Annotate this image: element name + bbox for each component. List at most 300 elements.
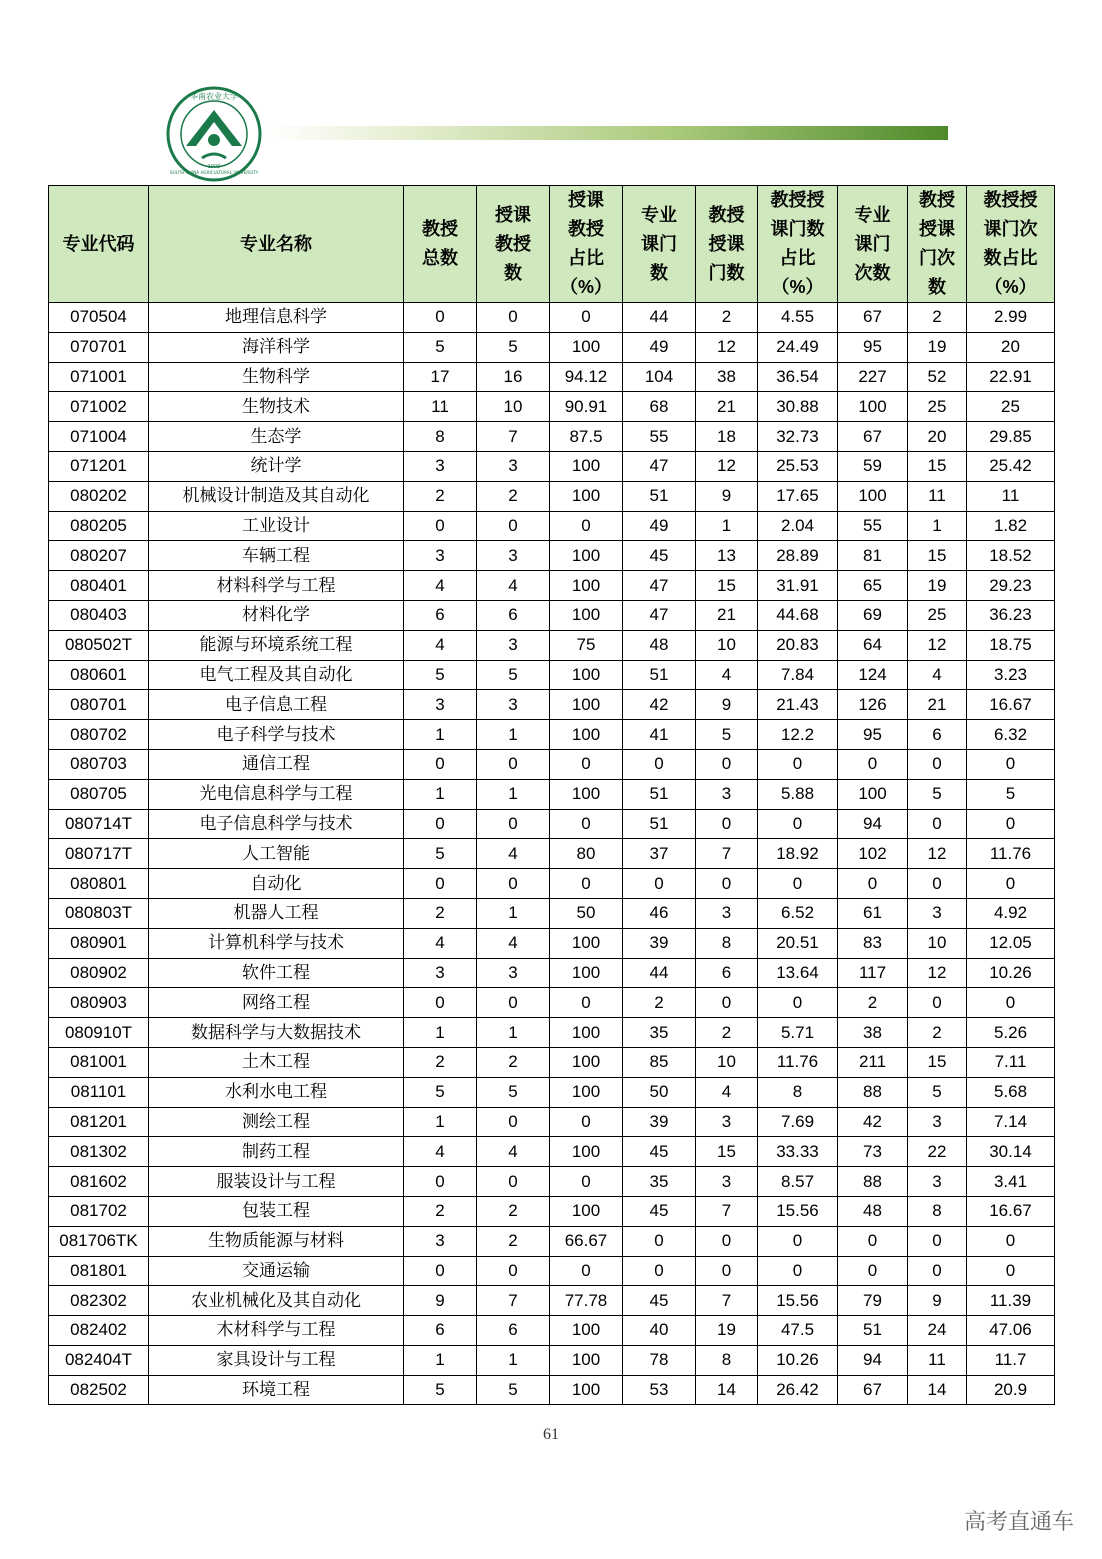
value-cell: 68	[623, 392, 696, 422]
value-cell: 0	[838, 1256, 908, 1286]
value-cell: 65	[838, 571, 908, 601]
value-cell: 9	[908, 1286, 967, 1316]
value-cell: 20.9	[967, 1375, 1055, 1405]
value-cell: 85	[623, 1047, 696, 1077]
value-cell: 5	[477, 1375, 550, 1405]
column-header-line: 授课	[708, 233, 745, 254]
major-name-cell: 自动化	[149, 869, 404, 899]
value-cell: 211	[838, 1047, 908, 1077]
value-cell: 64	[838, 630, 908, 660]
value-cell: 11	[908, 481, 967, 511]
column-header	[623, 186, 696, 303]
value-cell: 2	[696, 1018, 758, 1048]
major-code-cell: 080202	[49, 481, 149, 511]
value-cell: 44.68	[758, 600, 838, 630]
header-gradient-bar	[266, 126, 948, 140]
major-name-cell: 土木工程	[149, 1047, 404, 1077]
column-header-line: 次数	[854, 262, 891, 283]
major-code-cell: 080801	[49, 869, 149, 899]
value-cell: 0	[696, 749, 758, 779]
value-cell: 17	[404, 362, 477, 392]
value-cell: 0	[758, 988, 838, 1018]
value-cell: 8	[696, 928, 758, 958]
column-header-line: 教授	[708, 204, 745, 225]
value-cell: 100	[550, 332, 623, 362]
value-cell: 10	[908, 928, 967, 958]
value-cell: 11.7	[967, 1345, 1055, 1375]
major-code-cell: 082404T	[49, 1345, 149, 1375]
column-header-line: 门次	[919, 248, 955, 268]
table-row	[49, 1018, 1055, 1048]
value-cell: 5	[908, 1077, 967, 1107]
major-code-cell: 081101	[49, 1077, 149, 1107]
value-cell: 3	[404, 541, 477, 571]
value-cell: 0	[404, 749, 477, 779]
column-header-line: 授课	[919, 219, 955, 239]
value-cell: 0	[477, 1167, 550, 1197]
value-cell: 5	[477, 332, 550, 362]
table-row	[49, 1256, 1055, 1286]
value-cell: 4	[477, 1137, 550, 1167]
major-name-cell: 电子信息工程	[149, 690, 404, 720]
value-cell: 25.53	[758, 451, 838, 481]
value-cell: 3.23	[967, 660, 1055, 690]
major-code-cell: 080401	[49, 571, 149, 601]
value-cell: 44	[623, 303, 696, 333]
value-cell: 2	[908, 1018, 967, 1048]
value-cell: 20.51	[758, 928, 838, 958]
value-cell: 83	[838, 928, 908, 958]
value-cell: 5.26	[967, 1018, 1055, 1048]
value-cell: 1	[477, 779, 550, 809]
value-cell: 11.39	[967, 1286, 1055, 1316]
major-code-cell: 080717T	[49, 839, 149, 869]
value-cell: 8	[696, 1345, 758, 1375]
major-code-cell: 070701	[49, 332, 149, 362]
value-cell: 10	[477, 392, 550, 422]
major-name-cell: 生态学	[149, 422, 404, 452]
major-code-cell: 080714T	[49, 809, 149, 839]
column-header	[550, 186, 623, 303]
value-cell: 12	[908, 958, 967, 988]
value-cell: 4	[404, 928, 477, 958]
value-cell: 41	[623, 720, 696, 750]
major-code-cell: 080403	[49, 600, 149, 630]
table-row	[49, 1107, 1055, 1137]
value-cell: 102	[838, 839, 908, 869]
major-name-cell: 机器人工程	[149, 898, 404, 928]
column-header-line: （%）	[984, 277, 1037, 297]
value-cell: 48	[623, 630, 696, 660]
value-cell: 15	[696, 571, 758, 601]
value-cell: 15.56	[758, 1286, 838, 1316]
value-cell: 0	[623, 869, 696, 899]
value-cell: 0	[477, 303, 550, 333]
major-code-cell: 081201	[49, 1107, 149, 1137]
value-cell: 12.05	[967, 928, 1055, 958]
column-header-line: 占比	[779, 248, 816, 268]
value-cell: 3	[696, 1167, 758, 1197]
value-cell: 35	[623, 1167, 696, 1197]
major-code-cell: 080702	[49, 720, 149, 750]
major-code-cell: 080701	[49, 690, 149, 720]
value-cell: 3	[477, 690, 550, 720]
value-cell: 5	[404, 839, 477, 869]
value-cell: 25	[908, 600, 967, 630]
column-header-line: 教授	[495, 233, 531, 254]
table-row	[49, 1345, 1055, 1375]
value-cell: 4	[696, 660, 758, 690]
value-cell: 0	[758, 1256, 838, 1286]
value-cell: 3	[404, 690, 477, 720]
value-cell: 4.55	[758, 303, 838, 333]
value-cell: 40	[623, 1316, 696, 1346]
column-header-line: 专业	[641, 204, 677, 225]
value-cell: 0	[404, 303, 477, 333]
value-cell: 38	[838, 1018, 908, 1048]
value-cell: 94	[838, 1345, 908, 1375]
value-cell: 2	[404, 898, 477, 928]
value-cell: 100	[550, 928, 623, 958]
value-cell: 12	[908, 839, 967, 869]
value-cell: 8	[404, 422, 477, 452]
column-header-line: 占比	[568, 248, 604, 268]
column-header	[696, 186, 758, 303]
value-cell: 16	[477, 362, 550, 392]
value-cell: 87.5	[550, 422, 623, 452]
value-cell: 8	[908, 1196, 967, 1226]
value-cell: 2	[908, 303, 967, 333]
value-cell: 31.91	[758, 571, 838, 601]
value-cell: 5	[967, 779, 1055, 809]
value-cell: 16.67	[967, 690, 1055, 720]
value-cell: 100	[550, 1047, 623, 1077]
value-cell: 24.49	[758, 332, 838, 362]
value-cell: 100	[550, 571, 623, 601]
major-code-cell: 071004	[49, 422, 149, 452]
major-name-cell: 地理信息科学	[149, 303, 404, 333]
value-cell: 4	[404, 1137, 477, 1167]
value-cell: 126	[838, 690, 908, 720]
value-cell: 11	[908, 1345, 967, 1375]
value-cell: 100	[550, 1018, 623, 1048]
column-header-line: 教授授	[770, 190, 825, 210]
value-cell: 2	[404, 481, 477, 511]
value-cell: 6	[696, 958, 758, 988]
value-cell: 6	[404, 1316, 477, 1346]
value-cell: 100	[838, 392, 908, 422]
major-name-cell: 生物科学	[149, 362, 404, 392]
value-cell: 69	[838, 600, 908, 630]
value-cell: 100	[550, 541, 623, 571]
column-header-line: 专业代码	[62, 233, 135, 254]
major-name-cell: 电气工程及其自动化	[149, 660, 404, 690]
column-header-line: 数	[504, 262, 522, 283]
major-name-cell: 计算机科学与技术	[149, 928, 404, 958]
watermark-text: 高考直通车	[963, 1510, 1074, 1535]
value-cell: 11	[404, 392, 477, 422]
value-cell: 18.92	[758, 839, 838, 869]
value-cell: 0	[550, 1256, 623, 1286]
value-cell: 50	[550, 898, 623, 928]
major-code-cell: 081602	[49, 1167, 149, 1197]
major-name-cell: 材料科学与工程	[149, 571, 404, 601]
value-cell: 3	[908, 1167, 967, 1197]
table-row	[49, 928, 1055, 958]
value-cell: 26.42	[758, 1375, 838, 1405]
column-header-line: 数占比	[983, 248, 1038, 268]
table-row	[49, 571, 1055, 601]
logo-english-text: SOUTH CHINA AGRICULTURAL UNIVERSITY	[169, 170, 259, 175]
value-cell: 0	[758, 809, 838, 839]
table-row	[49, 303, 1055, 333]
value-cell: 15.56	[758, 1196, 838, 1226]
table-row	[49, 988, 1055, 1018]
major-name-cell: 水利水电工程	[149, 1077, 404, 1107]
value-cell: 53	[623, 1375, 696, 1405]
major-code-cell: 080705	[49, 779, 149, 809]
value-cell: 95	[838, 720, 908, 750]
value-cell: 19	[908, 332, 967, 362]
column-header	[404, 186, 477, 303]
value-cell: 0	[838, 1226, 908, 1256]
table-row	[49, 1226, 1055, 1256]
column-header-line: 授课	[568, 190, 604, 210]
value-cell: 94	[838, 809, 908, 839]
value-cell: 95	[838, 332, 908, 362]
value-cell: 5.88	[758, 779, 838, 809]
major-name-cell: 包装工程	[149, 1196, 404, 1226]
value-cell: 7	[696, 1196, 758, 1226]
value-cell: 100	[550, 958, 623, 988]
value-cell: 2.99	[967, 303, 1055, 333]
value-cell: 5	[696, 720, 758, 750]
value-cell: 0	[838, 869, 908, 899]
value-cell: 51	[623, 660, 696, 690]
value-cell: 0	[477, 1107, 550, 1137]
value-cell: 9	[404, 1286, 477, 1316]
value-cell: 30.14	[967, 1137, 1055, 1167]
value-cell: 100	[550, 690, 623, 720]
logo-arc-text: 华南农业大学	[190, 92, 238, 101]
value-cell: 15	[908, 451, 967, 481]
value-cell: 1	[696, 511, 758, 541]
value-cell: 2	[477, 1226, 550, 1256]
value-cell: 1	[477, 1018, 550, 1048]
column-header-line: 授课	[495, 204, 531, 225]
table-row	[49, 1137, 1055, 1167]
value-cell: 100	[550, 1196, 623, 1226]
value-cell: 0	[550, 1167, 623, 1197]
value-cell: 47.06	[967, 1316, 1055, 1346]
major-name-cell: 工业设计	[149, 511, 404, 541]
value-cell: 0	[550, 869, 623, 899]
table-row	[49, 1375, 1055, 1405]
table-row	[49, 481, 1055, 511]
value-cell: 1	[477, 898, 550, 928]
value-cell: 1	[908, 511, 967, 541]
value-cell: 4	[404, 630, 477, 660]
value-cell: 25.42	[967, 451, 1055, 481]
value-cell: 19	[696, 1316, 758, 1346]
value-cell: 0	[908, 809, 967, 839]
value-cell: 19	[908, 571, 967, 601]
value-cell: 47	[623, 571, 696, 601]
table-row	[49, 1167, 1055, 1197]
professor-teaching-table	[48, 185, 1055, 1405]
value-cell: 48	[838, 1196, 908, 1226]
value-cell: 117	[838, 958, 908, 988]
value-cell: 0	[838, 749, 908, 779]
major-name-cell: 制药工程	[149, 1137, 404, 1167]
table-row	[49, 720, 1055, 750]
value-cell: 3.41	[967, 1167, 1055, 1197]
major-name-cell: 电子科学与技术	[149, 720, 404, 750]
value-cell: 18.75	[967, 630, 1055, 660]
value-cell: 2	[404, 1196, 477, 1226]
value-cell: 32.73	[758, 422, 838, 452]
major-name-cell: 生物技术	[149, 392, 404, 422]
value-cell: 47	[623, 600, 696, 630]
major-name-cell: 数据科学与大数据技术	[149, 1018, 404, 1048]
value-cell: 13	[696, 541, 758, 571]
value-cell: 9	[696, 481, 758, 511]
value-cell: 0	[623, 1256, 696, 1286]
column-header-line: 教授授	[983, 190, 1038, 210]
table-row	[49, 690, 1055, 720]
major-code-cell: 080803T	[49, 898, 149, 928]
value-cell: 25	[908, 392, 967, 422]
value-cell: 44	[623, 958, 696, 988]
column-header-line: 课门	[854, 233, 891, 254]
major-code-cell: 080910T	[49, 1018, 149, 1048]
column-header-line: 课门次	[983, 219, 1038, 239]
table-row	[49, 541, 1055, 571]
value-cell: 94.12	[550, 362, 623, 392]
table-row	[49, 660, 1055, 690]
value-cell: 79	[838, 1286, 908, 1316]
value-cell: 100	[550, 779, 623, 809]
value-cell: 0	[477, 1256, 550, 1286]
major-code-cell: 080601	[49, 660, 149, 690]
value-cell: 49	[623, 511, 696, 541]
value-cell: 2.04	[758, 511, 838, 541]
column-header	[908, 186, 967, 303]
value-cell: 2	[623, 988, 696, 1018]
value-cell: 6	[477, 600, 550, 630]
value-cell: 0	[550, 1107, 623, 1137]
value-cell: 11.76	[967, 839, 1055, 869]
value-cell: 100	[550, 600, 623, 630]
major-name-cell: 人工智能	[149, 839, 404, 869]
value-cell: 3	[908, 1107, 967, 1137]
value-cell: 3	[477, 958, 550, 988]
major-code-cell: 080902	[49, 958, 149, 988]
value-cell: 2	[477, 1196, 550, 1226]
value-cell: 18.52	[967, 541, 1055, 571]
value-cell: 2	[477, 481, 550, 511]
value-cell: 7	[696, 1286, 758, 1316]
value-cell: 7	[477, 422, 550, 452]
value-cell: 39	[623, 928, 696, 958]
major-code-cell: 081001	[49, 1047, 149, 1077]
value-cell: 4	[477, 839, 550, 869]
value-cell: 100	[550, 720, 623, 750]
value-cell: 10.26	[967, 958, 1055, 988]
value-cell: 3	[696, 779, 758, 809]
value-cell: 25	[967, 392, 1055, 422]
major-code-cell: 081801	[49, 1256, 149, 1286]
value-cell: 14	[908, 1375, 967, 1405]
value-cell: 16.67	[967, 1196, 1055, 1226]
university-seal-icon	[166, 86, 262, 182]
value-cell: 51	[838, 1316, 908, 1346]
value-cell: 8	[758, 1077, 838, 1107]
value-cell: 36.54	[758, 362, 838, 392]
major-code-cell: 081302	[49, 1137, 149, 1167]
value-cell: 8.57	[758, 1167, 838, 1197]
major-name-cell: 机械设计制造及其自动化	[149, 481, 404, 511]
value-cell: 59	[838, 451, 908, 481]
value-cell: 0	[623, 1226, 696, 1256]
value-cell: 17.65	[758, 481, 838, 511]
value-cell: 0	[908, 869, 967, 899]
value-cell: 77.78	[550, 1286, 623, 1316]
major-name-cell: 环境工程	[149, 1375, 404, 1405]
value-cell: 100	[550, 1375, 623, 1405]
major-code-cell: 082402	[49, 1316, 149, 1346]
value-cell: 0	[550, 749, 623, 779]
major-code-cell: 080502T	[49, 630, 149, 660]
value-cell: 9	[696, 690, 758, 720]
value-cell: 0	[908, 1256, 967, 1286]
value-cell: 2	[404, 1047, 477, 1077]
major-code-cell: 081706TK	[49, 1226, 149, 1256]
value-cell: 6.52	[758, 898, 838, 928]
table-row	[49, 1286, 1055, 1316]
major-name-cell: 电子信息科学与技术	[149, 809, 404, 839]
column-header-line: 数	[928, 277, 946, 297]
value-cell: 3	[404, 1226, 477, 1256]
value-cell: 1	[404, 1018, 477, 1048]
value-cell: 15	[696, 1137, 758, 1167]
value-cell: 61	[838, 898, 908, 928]
value-cell: 90.91	[550, 392, 623, 422]
value-cell: 10.26	[758, 1345, 838, 1375]
value-cell: 21	[696, 392, 758, 422]
major-name-cell: 农业机械化及其自动化	[149, 1286, 404, 1316]
value-cell: 30.88	[758, 392, 838, 422]
value-cell: 24	[908, 1316, 967, 1346]
table-row	[49, 451, 1055, 481]
table-row	[49, 630, 1055, 660]
value-cell: 51	[623, 481, 696, 511]
major-name-cell: 生物质能源与材料	[149, 1226, 404, 1256]
value-cell: 227	[838, 362, 908, 392]
value-cell: 100	[550, 1137, 623, 1167]
value-cell: 3	[477, 451, 550, 481]
value-cell: 7	[696, 839, 758, 869]
column-header	[838, 186, 908, 303]
value-cell: 33.33	[758, 1137, 838, 1167]
value-cell: 0	[696, 809, 758, 839]
value-cell: 0	[758, 1226, 838, 1256]
value-cell: 21	[908, 690, 967, 720]
value-cell: 5	[404, 1375, 477, 1405]
column-header-line: （%）	[771, 277, 824, 297]
value-cell: 36.23	[967, 600, 1055, 630]
value-cell: 13.64	[758, 958, 838, 988]
